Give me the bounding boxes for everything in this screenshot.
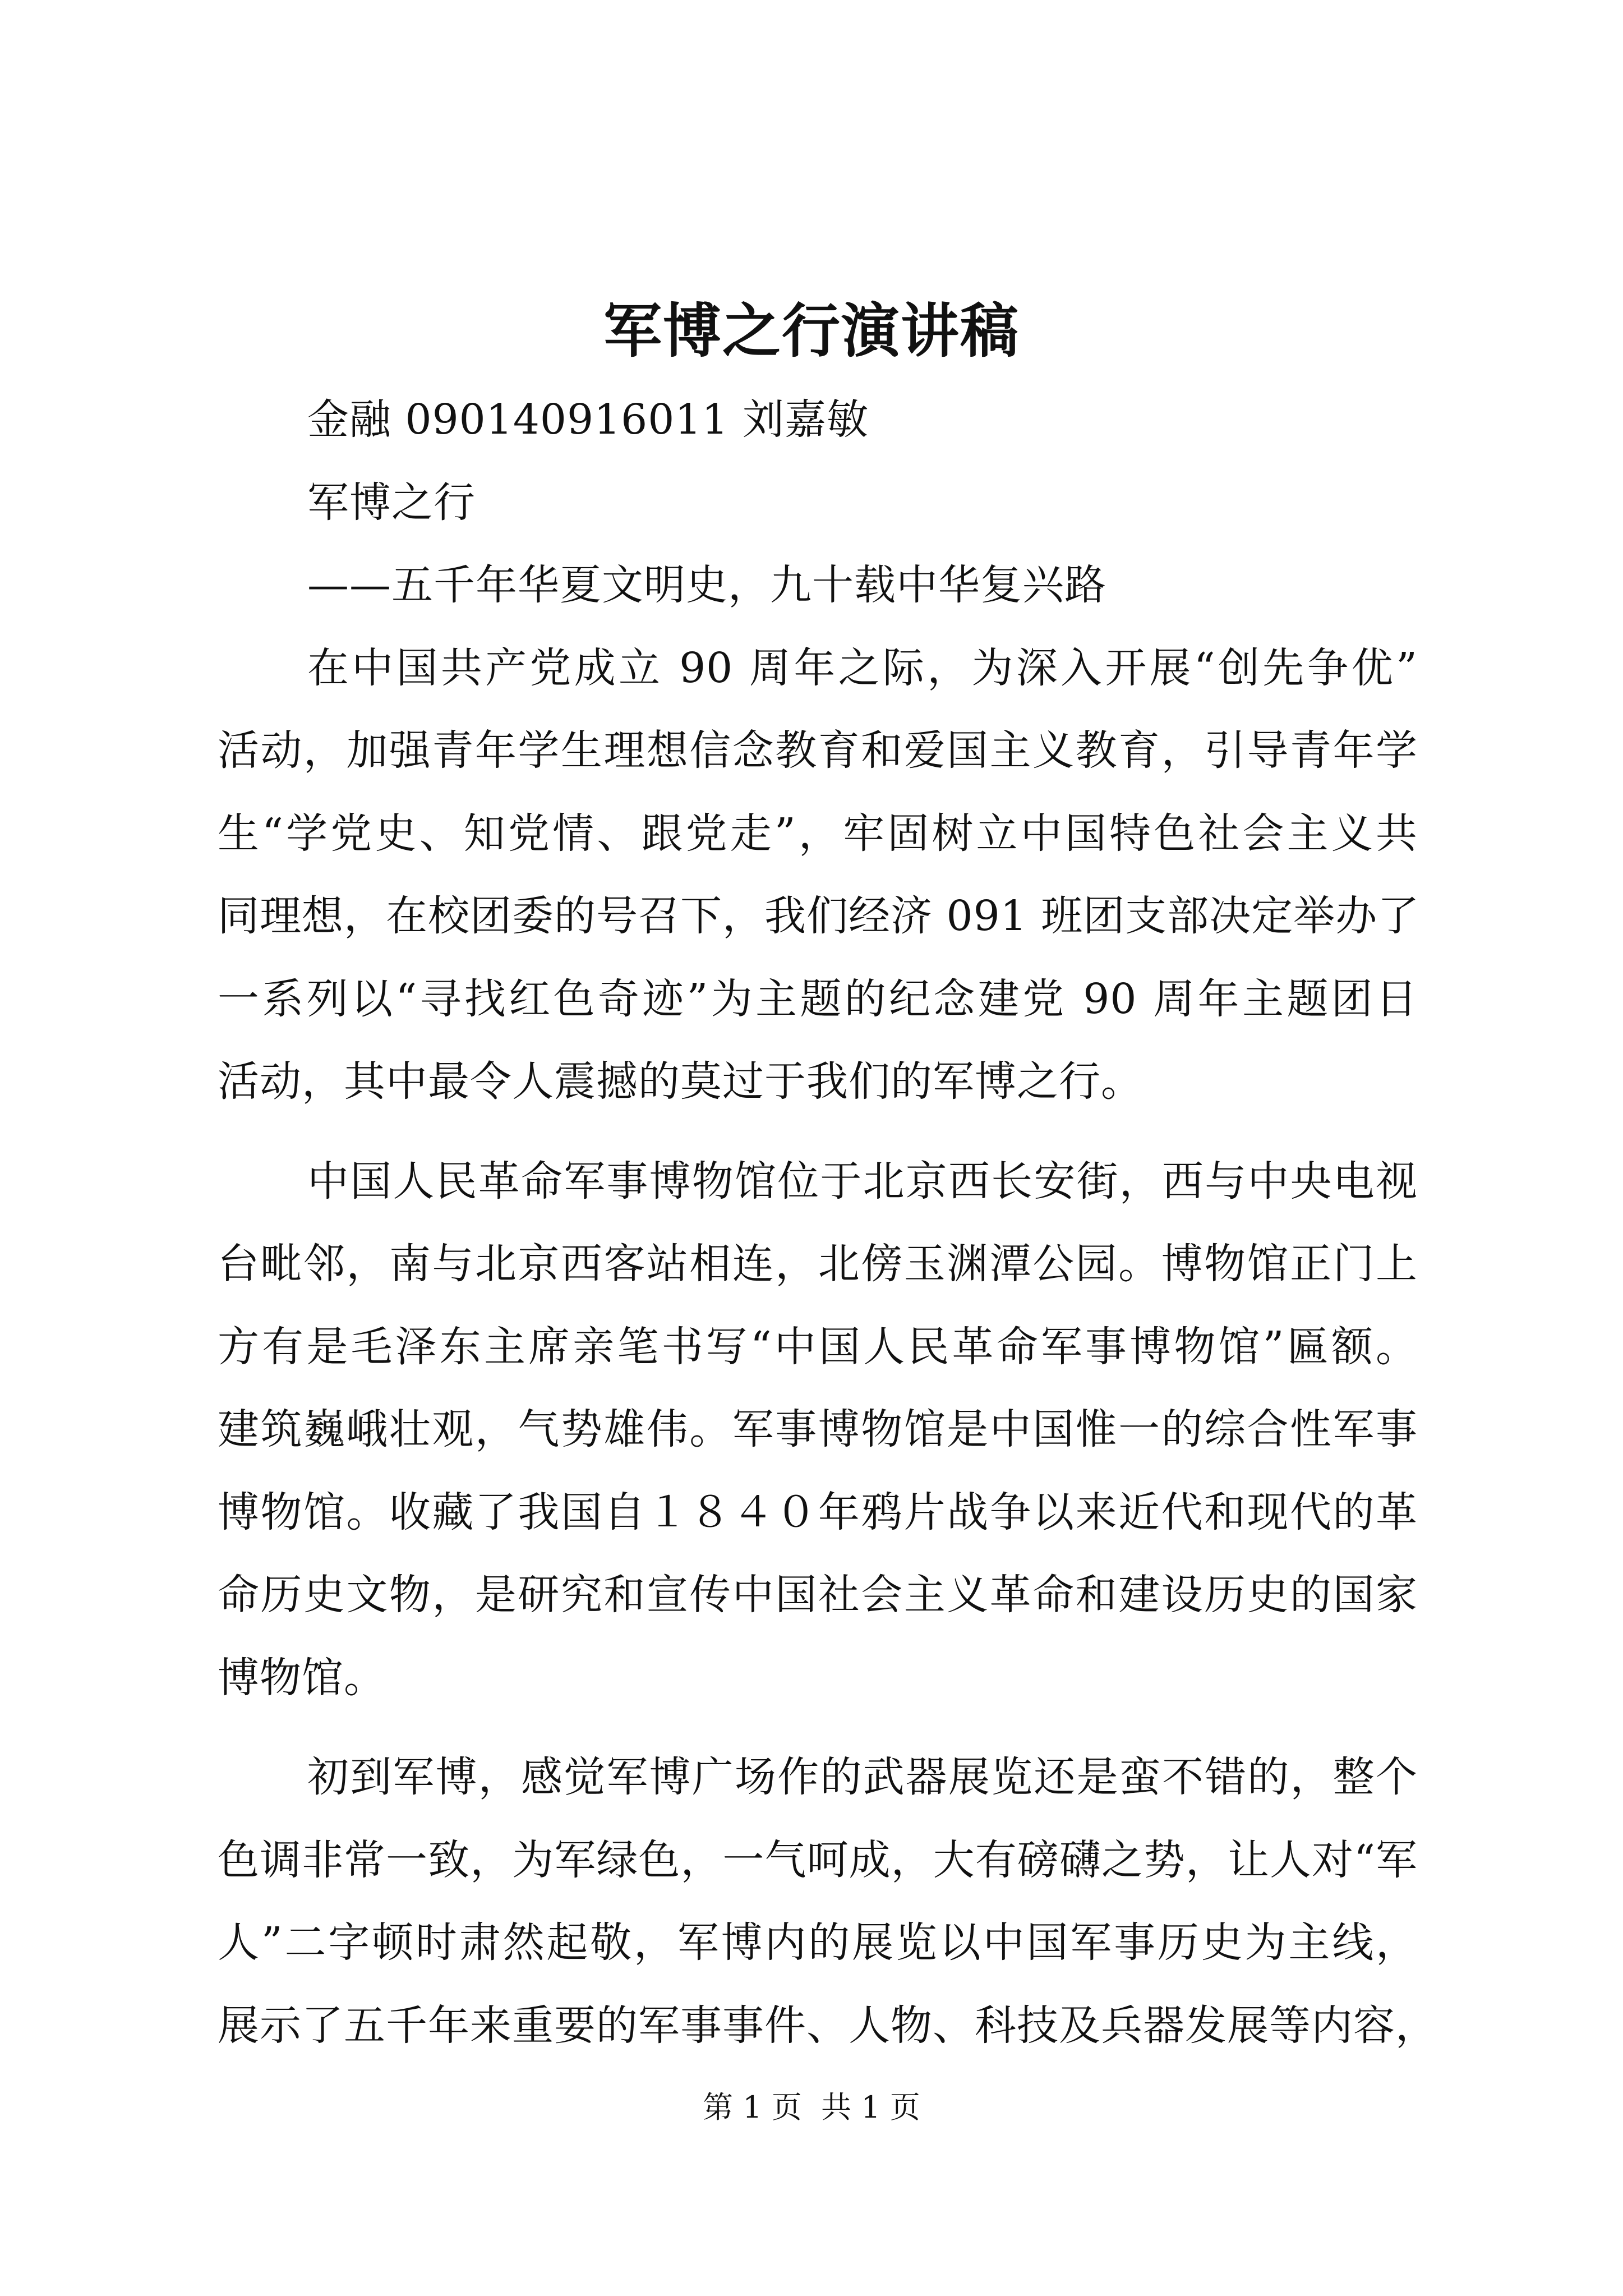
page-number-footer: 第 1 页 共 1 页 xyxy=(703,2090,920,2125)
paragraph-line: 色调非常一致，为军绿色，一气呵成，大有磅礴之势，让人对“军 xyxy=(218,1835,1418,1884)
section-heading: 军博之行 xyxy=(307,478,476,527)
paragraph-line: 台毗邻，南与北京西客站相连，北傍玉渊潭公园。博物馆正门上 xyxy=(218,1240,1418,1288)
paragraph-line: 生“学党史、知党情、跟党走”，牢固树立中国特色社会主义共 xyxy=(218,809,1418,858)
document-title: 军博之行演讲稿 xyxy=(603,296,1020,365)
paragraph-line: 博物馆。收藏了我国自１８４０年鸦片战争以来近代和现代的革 xyxy=(218,1488,1418,1536)
paragraph-gap xyxy=(218,1124,1418,1140)
paragraph-line: 在中国共产党成立 90 周年之际，为深入开展“创先争优” xyxy=(307,643,1418,692)
paragraph-line: 初到军博，感觉军博广场作的武器展览还是蛮不错的，整个 xyxy=(307,1753,1418,1801)
paragraph-1 xyxy=(218,627,1418,1124)
paragraph-line: 中国人民革命军事博物馆位于北京西长安街，西与中央电视 xyxy=(307,1157,1418,1205)
paragraph-line: 展示了五千年来重要的军事事件、人物、科技及兵器发展等内容， xyxy=(218,2001,1437,2050)
paragraph-line: 命历史文物，是研究和宣传中国社会主义革命和建设历史的国家 xyxy=(218,1571,1418,1619)
paragraph-line: 建筑巍峨壮观，气势雄伟。军事博物馆是中国惟一的综合性军事 xyxy=(218,1405,1418,1453)
paragraph-line: 方有是毛泽东主席亲笔书写“中国人民革命军事博物馆”匾额。 xyxy=(218,1322,1418,1371)
document-body xyxy=(218,379,1437,2067)
paragraph-line: 活动，加强青年学生理想信念教育和爱国主义教育，引导青年学 xyxy=(218,726,1418,775)
paragraph-gap xyxy=(218,1719,1418,1736)
paragraph-line: 活动，其中最令人震撼的莫过于我们的军博之行。 xyxy=(218,1057,1143,1106)
paragraph-line: 博物馆。 xyxy=(218,1653,386,1702)
author-line: 金融 090140916011 刘嘉敏 xyxy=(307,395,869,444)
paragraph-line: 同理想，在校团委的号召下，我们经济 091 班团支部决定举办了 xyxy=(218,892,1420,940)
section-subtitle: ——五千年华夏文明史，九十载中华复兴路 xyxy=(307,561,1106,609)
paragraph-3 xyxy=(218,1736,1437,2067)
paragraph-line: 人”二字顿时肃然起敬，军博内的展览以中国军事历史为主线， xyxy=(218,1918,1418,1967)
paragraph-2 xyxy=(218,1140,1418,1720)
paragraph-line: 一系列以“寻找红色奇迹”为主题的纪念建党 90 周年主题团日 xyxy=(218,974,1418,1023)
